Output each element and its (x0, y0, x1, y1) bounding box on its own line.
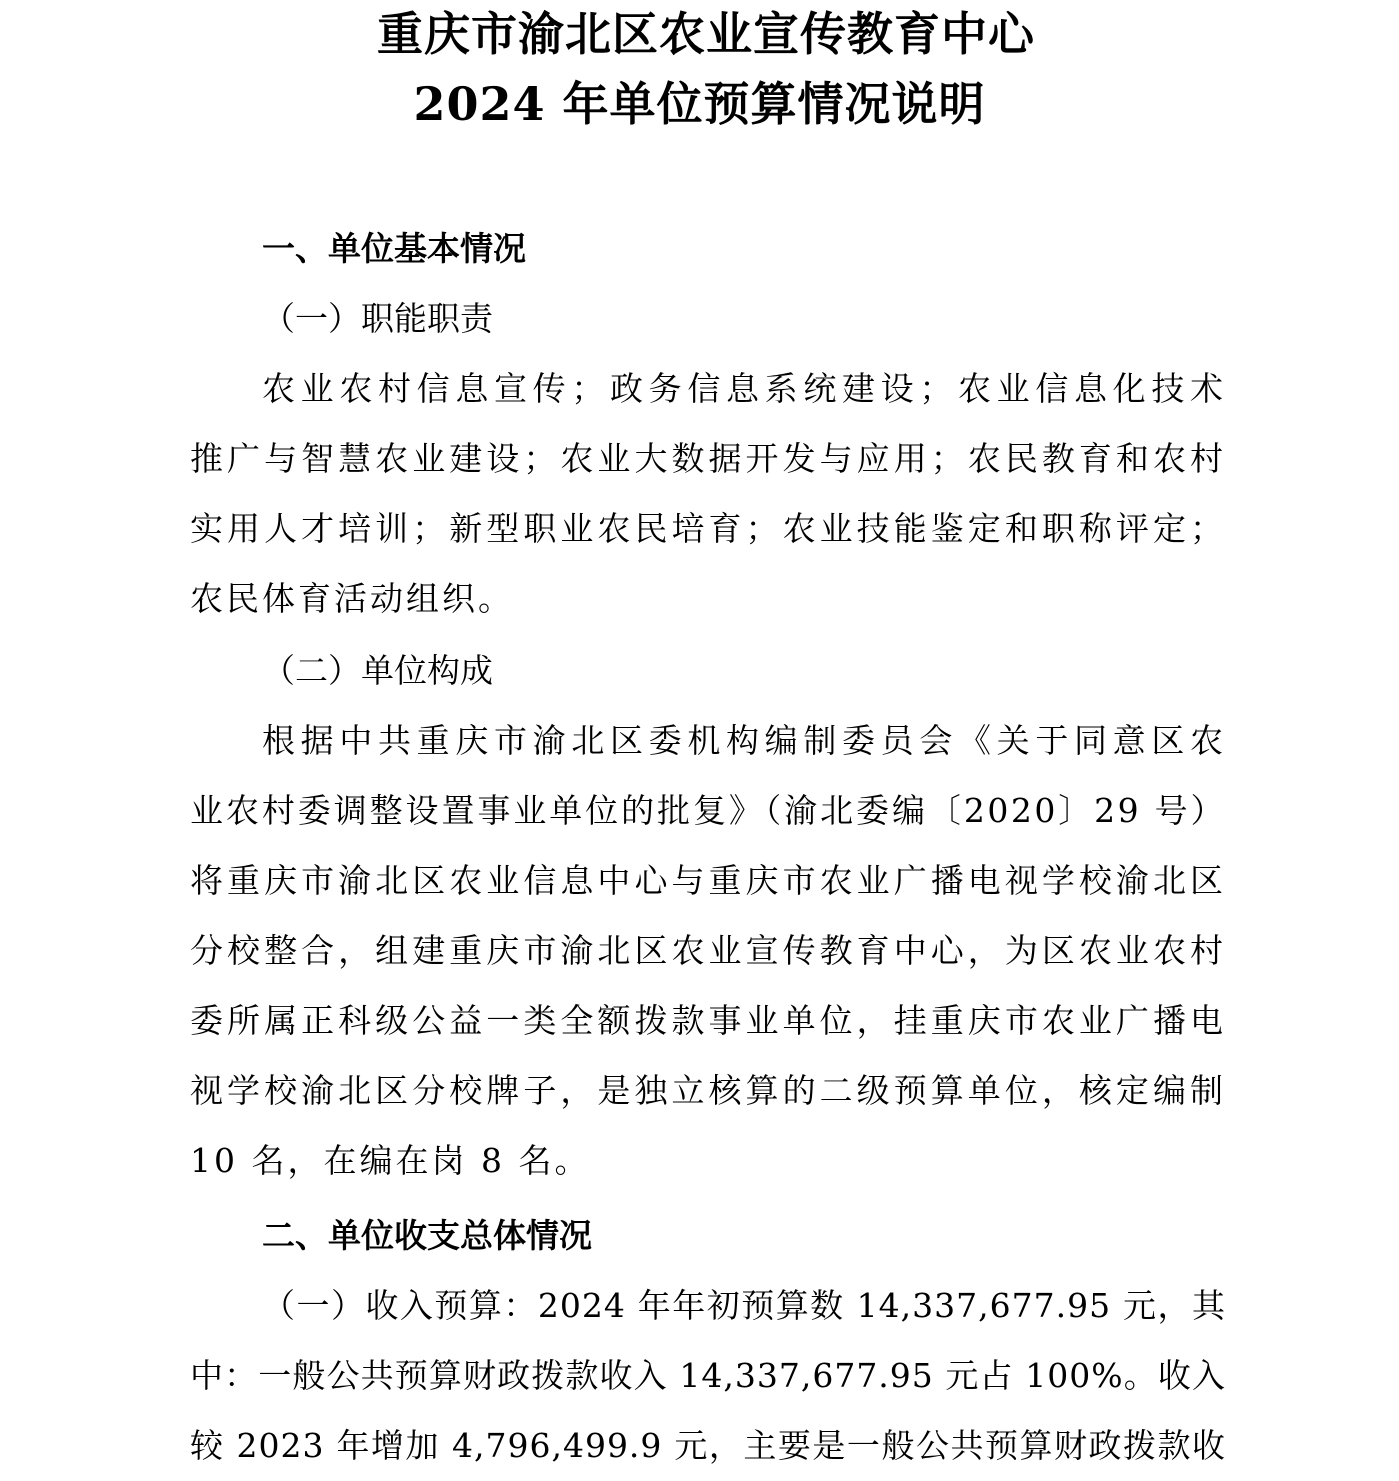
composition-paragraph (190, 706, 1226, 1196)
composition-line-4: 分校整合，组建重庆市渝北区农业宣传教育中心，为区农业农村 (190, 931, 1226, 970)
income-line-1: （一）收入预算：2024 年年初预算数 14,337,677.95 元，其 (262, 1286, 1226, 1325)
composition-line-5: 委所属正科级公益一类全额拨款事业单位，挂重庆市农业广播电 (190, 1001, 1226, 1040)
duties-paragraph (190, 354, 1226, 634)
duties-line-1: 农业农村信息宣传；政务信息系统建设；农业信息化技术 (262, 369, 1226, 408)
composition-line-2: 业农村委调整设置事业单位的批复》（渝北委编〔2020〕29 号） (190, 791, 1226, 830)
income-line-3: 较 2023 年增加 4,796,499.9 元，主要是一般公共预算财政拨款收 (190, 1426, 1226, 1465)
composition-line-7: 10 名，在编在岗 8 名。 (190, 1141, 591, 1180)
section1-heading: 一、单位基本情况 (262, 229, 526, 268)
income-paragraph (190, 1271, 1226, 1481)
document-title-line1: 重庆市渝北区农业宣传教育中心 (377, 7, 1035, 61)
section1-sub2-heading: （二）单位构成 (262, 651, 493, 690)
composition-line-1: 根据中共重庆市渝北区委机构编制委员会《关于同意区农 (262, 721, 1226, 760)
section1-sub1-heading: （一）职能职责 (262, 299, 493, 338)
duties-line-3: 实用人才培训；新型职业农民培育；农业技能鉴定和职称评定； (190, 509, 1226, 548)
composition-line-3: 将重庆市渝北区农业信息中心与重庆市农业广播电视学校渝北区 (190, 861, 1226, 900)
composition-line-6: 视学校渝北区分校牌子，是独立核算的二级预算单位，核定编制 (190, 1071, 1226, 1110)
income-line-2: 中：一般公共预算财政拨款收入 14,337,677.95 元占 100%。收入 (190, 1356, 1226, 1395)
section2-heading: 二、单位收支总体情况 (262, 1216, 592, 1255)
duties-line-2: 推广与智慧农业建设；农业大数据开发与应用；农民教育和农村 (190, 439, 1226, 478)
duties-line-4: 农民体育活动组织。 (190, 579, 514, 618)
document-title-line2: 2024 年单位预算情况说明 (413, 77, 986, 131)
